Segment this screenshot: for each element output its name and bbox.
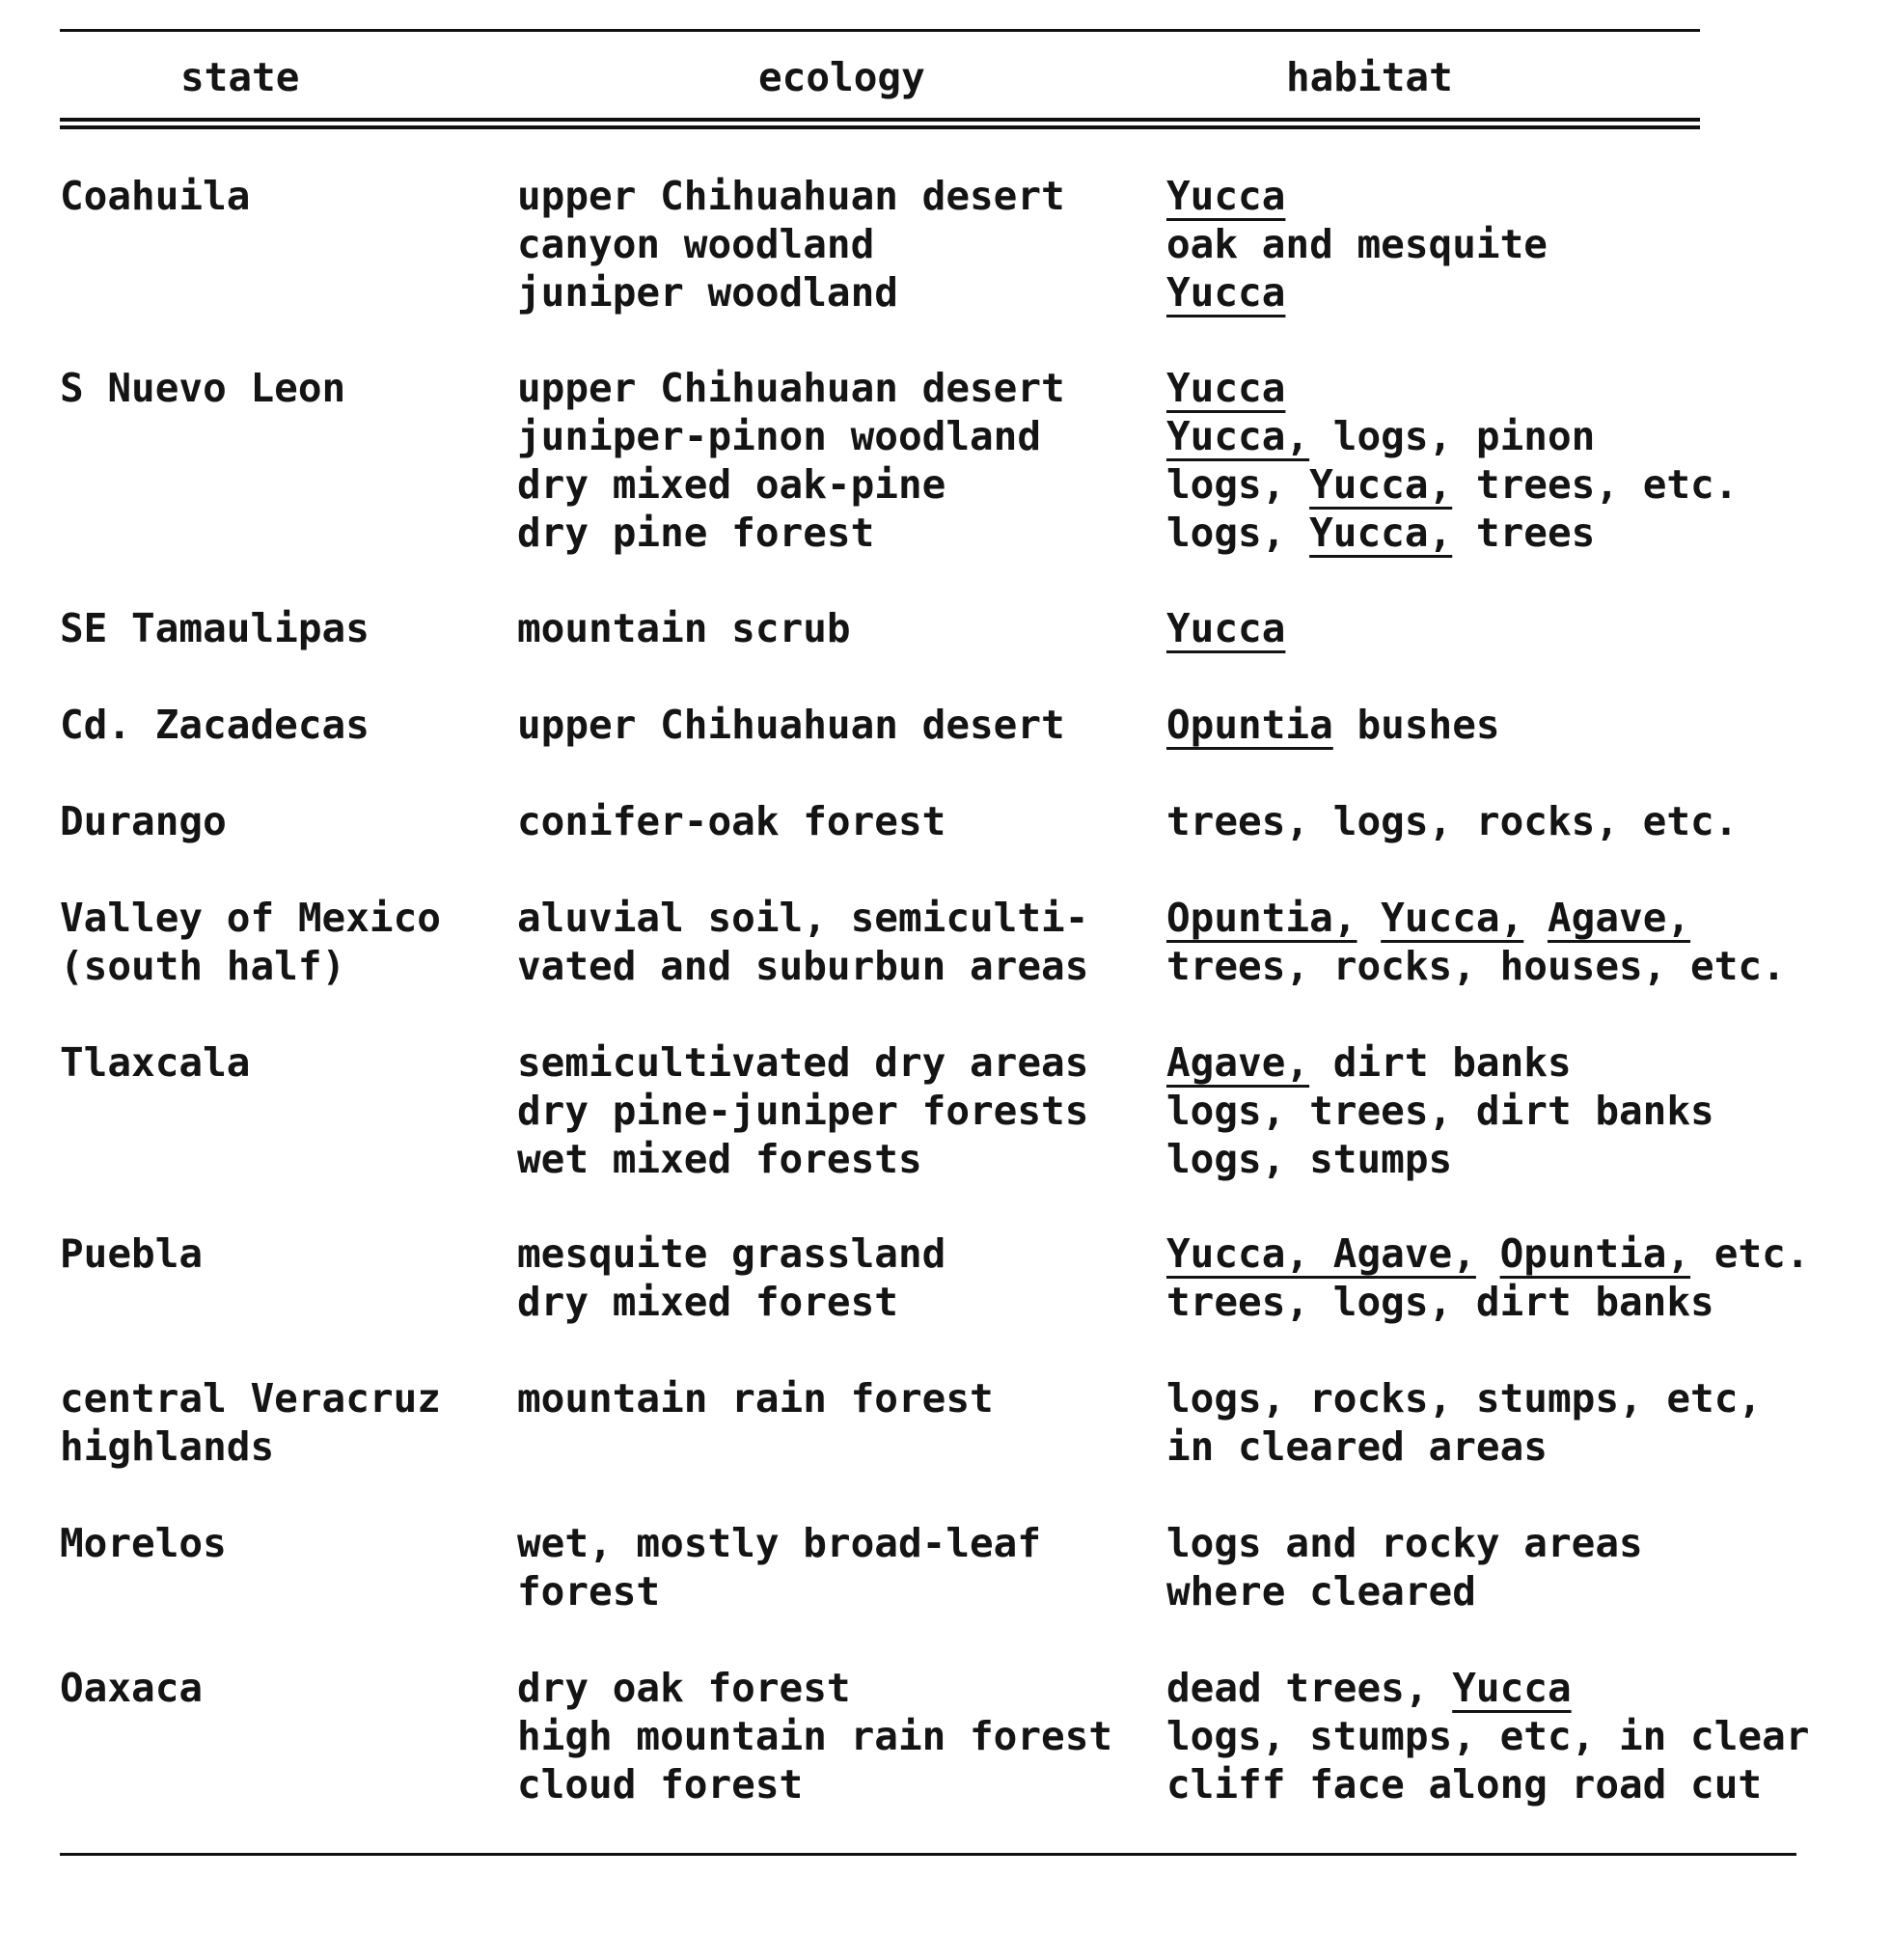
table-top-rule — [60, 29, 1700, 32]
habitat-text: etc. — [1690, 1230, 1810, 1277]
habitat-text: logs, rocks, stumps, etc, — [1166, 1375, 1763, 1422]
column-header-ecology: ecology — [758, 54, 925, 100]
habitat-line — [1166, 1229, 1810, 1278]
habitat-line — [1166, 509, 1738, 557]
table-cell-state — [60, 604, 370, 652]
state-line: SE Tamaulipas — [60, 605, 370, 651]
genus-name-underlined: Yucca — [1452, 1665, 1572, 1711]
table-cell-ecology — [517, 1038, 1088, 1183]
state-line: S Nuevo Leon — [60, 365, 346, 411]
habitat-line — [1166, 894, 1786, 942]
habitat-line — [1166, 268, 1548, 317]
state-line: (south half) — [60, 943, 346, 989]
habitat-line — [1166, 1135, 1714, 1183]
genus-name-underlined: Agave, — [1547, 895, 1691, 941]
habitat-line — [1166, 220, 1548, 268]
table-cell-habitat — [1166, 894, 1786, 990]
habitat-text: where cleared — [1166, 1568, 1476, 1615]
ecology-line: dry oak forest — [517, 1665, 851, 1711]
habitat-text: logs, — [1166, 461, 1310, 508]
ecology-line: vated and suburbun areas — [517, 943, 1089, 989]
habitat-line — [1166, 1038, 1714, 1087]
habitat-text: in cleared areas — [1166, 1423, 1548, 1470]
ecology-line: upper Chihuahuan desert — [517, 702, 1065, 748]
table-bottom-rule — [60, 1853, 1796, 1856]
habitat-text: logs, trees, dirt banks — [1166, 1088, 1714, 1134]
genus-name-underlined: Yucca — [1166, 365, 1286, 411]
table-cell-ecology — [517, 1374, 994, 1422]
table-cell-state — [60, 1664, 203, 1712]
table-cell-habitat — [1166, 797, 1738, 845]
genus-name-underlined: Yucca, — [1309, 461, 1453, 508]
table-cell-state — [60, 797, 227, 845]
column-header-state: state — [180, 54, 300, 100]
table-cell-ecology — [517, 604, 851, 652]
genus-name-underlined: Yucca — [1166, 269, 1286, 316]
table-cell-habitat — [1166, 1519, 1643, 1615]
table-cell-state — [60, 1374, 441, 1471]
table-cell-ecology — [517, 1229, 946, 1326]
ecology-line: mesquite grassland — [517, 1230, 946, 1277]
ecology-line: upper Chihuahuan desert — [517, 365, 1065, 411]
habitat-text: logs, stumps — [1166, 1136, 1453, 1182]
habitat-line — [1166, 1712, 1809, 1760]
habitat-line — [1166, 1519, 1643, 1567]
table-cell-state — [60, 1519, 227, 1567]
habitat-line — [1166, 1374, 1762, 1422]
habitat-line — [1166, 604, 1285, 652]
ecology-line: dry pine forest — [517, 510, 875, 556]
table-cell-ecology — [517, 701, 1065, 749]
genus-name-underlined: Yucca, Agave, — [1166, 1230, 1476, 1277]
genus-name-underlined: Yucca, — [1309, 510, 1453, 556]
habitat-text: trees, logs, dirt banks — [1166, 1279, 1714, 1325]
table-cell-ecology — [517, 797, 946, 845]
table-cell-habitat — [1166, 1229, 1810, 1326]
table-cell-state — [60, 1229, 203, 1278]
table-cell-ecology — [517, 364, 1065, 557]
habitat-line — [1166, 460, 1738, 509]
habitat-line — [1166, 412, 1738, 460]
genus-name-underlined: Opuntia, — [1499, 1230, 1691, 1277]
ecology-line: aluvial soil, semiculti- — [517, 895, 1089, 941]
table-cell-habitat — [1166, 1664, 1809, 1808]
ecology-line: canyon woodland — [517, 221, 875, 267]
state-line: Cd. Zacadecas — [60, 702, 370, 748]
ecology-line: dry mixed oak-pine — [517, 461, 946, 508]
table-cell-habitat — [1166, 172, 1548, 317]
state-line: Oaxaca — [60, 1665, 204, 1711]
genus-name-underlined: Agave, — [1166, 1039, 1310, 1086]
habitat-line — [1166, 1567, 1643, 1615]
table-cell-state — [60, 1038, 250, 1087]
genus-name-underlined: Yucca, — [1381, 895, 1524, 941]
ecology-line: dry pine-juniper forests — [517, 1088, 1089, 1134]
ecology-line: semicultivated dry areas — [517, 1039, 1089, 1086]
ecology-line: high mountain rain forest — [517, 1713, 1113, 1759]
ecology-line: juniper-pinon woodland — [517, 413, 1042, 459]
habitat-line — [1166, 1760, 1809, 1808]
column-header-habitat: habitat — [1286, 54, 1453, 100]
state-line: Valley of Mexico — [60, 895, 441, 941]
habitat-line — [1166, 1087, 1714, 1135]
ecology-line: wet mixed forests — [517, 1136, 922, 1182]
habitat-text: dirt banks — [1309, 1039, 1572, 1086]
table-cell-state — [60, 894, 441, 990]
header-double-rule-lower — [60, 125, 1700, 129]
ecology-line: mountain rain forest — [517, 1375, 994, 1422]
table-cell-habitat — [1166, 364, 1738, 557]
genus-name-underlined: Yucca, — [1166, 413, 1310, 459]
table-cell-ecology — [517, 1519, 1041, 1615]
habitat-text: trees — [1452, 510, 1596, 556]
table-cell-ecology — [517, 1664, 1112, 1808]
genus-name-underlined: Opuntia — [1166, 702, 1333, 748]
ecology-line: conifer-oak forest — [517, 798, 946, 844]
header-double-rule-upper — [60, 118, 1700, 122]
habitat-line — [1166, 172, 1548, 220]
table-cell-state — [60, 701, 370, 749]
habitat-line — [1166, 701, 1500, 749]
habitat-text: bushes — [1332, 702, 1500, 748]
ecology-line: upper Chihuahuan desert — [517, 173, 1065, 219]
ecology-line: cloud forest — [517, 1761, 804, 1808]
habitat-text: dead trees, — [1166, 1665, 1453, 1711]
table-cell-ecology — [517, 894, 1088, 990]
state-line: Morelos — [60, 1520, 227, 1566]
habitat-text — [1357, 895, 1381, 941]
habitat-line — [1166, 797, 1738, 845]
ecology-line: forest — [517, 1568, 661, 1615]
genus-name-underlined: Yucca — [1166, 605, 1286, 651]
state-line: Coahuila — [60, 173, 251, 219]
table-cell-habitat — [1166, 1038, 1714, 1183]
table-cell-state — [60, 172, 250, 220]
ecology-line: mountain scrub — [517, 605, 851, 651]
table-cell-ecology — [517, 172, 1065, 317]
genus-name-underlined: Opuntia, — [1166, 895, 1357, 941]
habitat-text: logs and rocky areas — [1166, 1520, 1643, 1566]
table-cell-habitat — [1166, 701, 1500, 749]
habitat-text: logs, — [1166, 510, 1310, 556]
habitat-text: logs, stumps, etc, in clear — [1166, 1713, 1810, 1759]
ecology-line: dry mixed forest — [517, 1279, 898, 1325]
habitat-text: oak and mesquite — [1166, 221, 1548, 267]
genus-name-underlined: Yucca — [1166, 173, 1286, 219]
habitat-text: trees, etc. — [1452, 461, 1739, 508]
habitat-text — [1476, 1230, 1500, 1277]
habitat-line — [1166, 942, 1786, 990]
table-cell-state — [60, 364, 345, 412]
state-line: Tlaxcala — [60, 1039, 251, 1086]
habitat-line — [1166, 1422, 1762, 1471]
table-cell-habitat — [1166, 1374, 1762, 1471]
habitat-text — [1523, 895, 1548, 941]
habitat-line — [1166, 364, 1738, 412]
state-line: Durango — [60, 798, 227, 844]
habitat-text: trees, logs, rocks, etc. — [1166, 798, 1739, 844]
state-line: highlands — [60, 1423, 275, 1470]
habitat-line — [1166, 1278, 1810, 1326]
ecology-line: wet, mostly broad-leaf — [517, 1520, 1042, 1566]
table-cell-habitat — [1166, 604, 1285, 652]
ecology-line: juniper woodland — [517, 269, 898, 316]
habitat-text: logs, pinon — [1309, 413, 1596, 459]
state-line: central Veracruz — [60, 1375, 441, 1422]
state-line: Puebla — [60, 1230, 204, 1277]
habitat-text: cliff face along road cut — [1166, 1761, 1763, 1808]
habitat-text: trees, rocks, houses, etc. — [1166, 943, 1786, 989]
habitat-line — [1166, 1664, 1809, 1712]
